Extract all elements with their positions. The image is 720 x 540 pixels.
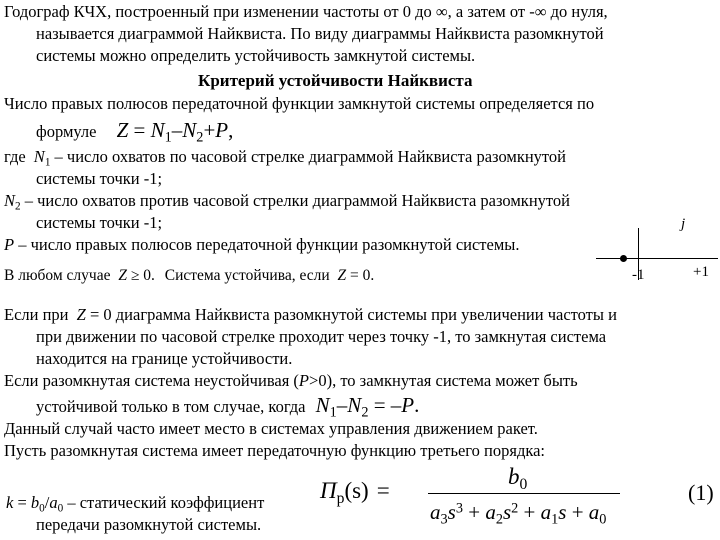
tf-lhs: $П_р(s)$ = bbox=[320, 478, 390, 507]
formula-label: формуле bbox=[36, 122, 97, 141]
boundary-line-3: находится на границе устойчивости. bbox=[36, 349, 293, 368]
def-n2-cont: системы точки -1; bbox=[36, 213, 163, 232]
intro-line-2: называется диаграммой Найквиста. По виду диаграммы Найквиста разомкнутой bbox=[36, 24, 604, 43]
k-definition-cont: передачи разомкнутой системы. bbox=[36, 515, 262, 534]
unstable-formula: $N_1-N_2 = -P$. bbox=[315, 393, 420, 421]
unstable-line-2: устойчивой только в том случае, когда $N_1-N_2 = -P$. bbox=[36, 393, 420, 421]
def-n1: где $N_1$ – число охватов по часовой стрелке диаграммой Найквиста разомкнутой bbox=[4, 147, 566, 169]
minus-one-point bbox=[620, 255, 627, 262]
unstable-line-1: Если разомкнутая система неустойчивая (P>0), то замкнутая система может быть bbox=[4, 371, 578, 390]
def-n1-cont: системы точки -1; bbox=[36, 169, 163, 188]
rule-line-2 bbox=[36, 118, 234, 146]
real-axis bbox=[596, 258, 718, 259]
formula-z-equals: $Z = N_1-N_2+P$, bbox=[116, 118, 234, 146]
boundary-line-1: Если при Z = 0 диаграмма Найквиста разомкнутой системы при увеличении частоты и bbox=[4, 305, 617, 324]
third-order-line: Пусть разомкнутая система имеет передаточную функцию третьего порядка: bbox=[4, 441, 546, 460]
equation-number: (1) bbox=[688, 480, 714, 505]
minus-one-label: -1 bbox=[632, 267, 645, 283]
k-definition: $k = b_0/a_0$ – статический коэффициент bbox=[6, 493, 265, 515]
j-label: j bbox=[681, 216, 686, 232]
intro-line-1: Годограф КЧХ, построенный при изменении частоты от 0 до ∞, а затем от -∞ до нуля, bbox=[4, 2, 608, 21]
rocket-line: Данный случай часто имеет место в системах управления движением ракет. bbox=[4, 419, 538, 438]
rule-line-1: Число правых полюсов передаточной функции замкнутой системы определяется по bbox=[4, 94, 595, 113]
intro-line-3: системы можно определить устойчивость замкнутой системы. bbox=[36, 46, 476, 65]
def-p: P – число правых полюсов передаточной функции разомкнутой системы. bbox=[4, 235, 520, 254]
tf-fraction-bar bbox=[428, 493, 620, 494]
tf-numerator: $b_0$ bbox=[508, 464, 528, 493]
section-heading: Критерий устойчивости Найквиста bbox=[198, 71, 473, 90]
plus-one-label: +1 bbox=[693, 264, 709, 280]
boundary-line-2: при движении по часовой стрелке проходит через точку -1, то замкнутая система bbox=[36, 327, 607, 346]
stability-condition: В любом случае Z ≥ 0. Система устойчива, если Z = 0. bbox=[4, 267, 375, 284]
def-n2: $N_2$ – число охватов против часовой стрелки диаграммой Найквиста разомкнутой bbox=[4, 191, 570, 213]
tf-denominator: $a_3s^3 + a_2s^2 + a_1s + a_0$ bbox=[430, 500, 607, 528]
